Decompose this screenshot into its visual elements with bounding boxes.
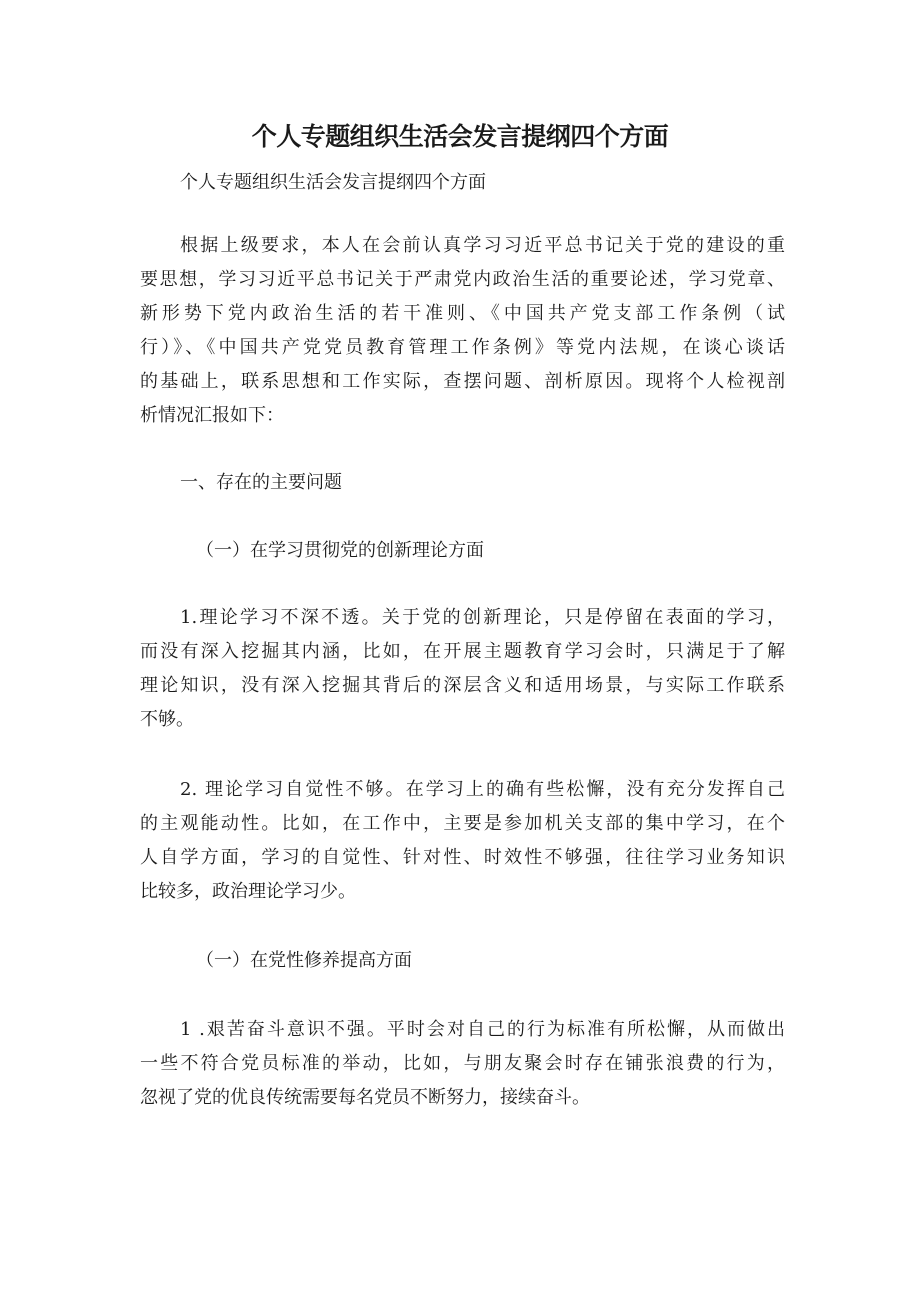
paragraph-line: 的主观能动性。比如，在工作中，主要是参加机关支部的集中学习，在个 — [140, 813, 785, 834]
document-subtitle: 个人专题组织生活会发言提纲四个方面 — [180, 172, 486, 193]
paragraph-line: 而没有深入挖掘其内涵，比如，在开展主题教育学习会时，只满足于了解 — [140, 641, 785, 662]
paragraph-line: 析情况汇报如下： — [140, 405, 284, 426]
paragraph-line: 人自学方面，学习的自觉性、针对性、时效性不够强，往往学习业务知识 — [140, 847, 785, 868]
subsection-heading: （一）在党性修养提高方面 — [196, 950, 412, 971]
subsection-heading: （一）在学习贯彻党的创新理论方面 — [196, 540, 484, 561]
paragraph-line: 根据上级要求，本人在会前认真学习习近平总书记关于党的建设的重 — [180, 235, 785, 256]
paragraph-line: 的基础上，联系思想和工作实际，查摆问题、剖析原因。现将个人检视剖 — [140, 371, 785, 392]
paragraph-line: 理论知识，没有深入挖掘其背后的深层含义和适用场景，与实际工作联系 — [140, 675, 785, 696]
paragraph-line: 忽视了党的优良传统需要每名党员不断努力，接续奋斗。 — [140, 1087, 590, 1108]
section-heading: 一、存在的主要问题 — [180, 472, 342, 493]
paragraph-line: 比较多，政治理论学习少。 — [140, 881, 356, 902]
paragraph-line: 1.理论学习不深不透。关于党的创新理论，只是停留在表面的学习， — [180, 607, 785, 628]
paragraph-line: 新形势下党内政治生活的若干准则、《中国共产党支部工作条例（试 — [140, 303, 785, 324]
document-title: 个人专题组织生活会发言提纲四个方面 — [251, 122, 669, 151]
paragraph-line: 不够。 — [140, 709, 194, 730]
paragraph-line: 2. 理论学习自觉性不够。在学习上的确有些松懈，没有充分发挥自己 — [180, 779, 785, 800]
paragraph-line: 1 .艰苦奋斗意识不强。平时会对自己的行为标准有所松懈，从而做出 — [180, 1019, 785, 1040]
paragraph-line: 一些不符合党员标准的举动，比如，与朋友聚会时存在铺张浪费的行为， — [140, 1053, 785, 1074]
paragraph-line: 要思想，学习习近平总书记关于严肃党内政治生活的重要论述，学习党章、 — [140, 269, 785, 290]
paragraph-line: 行）》、《中国共产党党员教育管理工作条例》等党内法规，在谈心谈话 — [140, 337, 785, 358]
